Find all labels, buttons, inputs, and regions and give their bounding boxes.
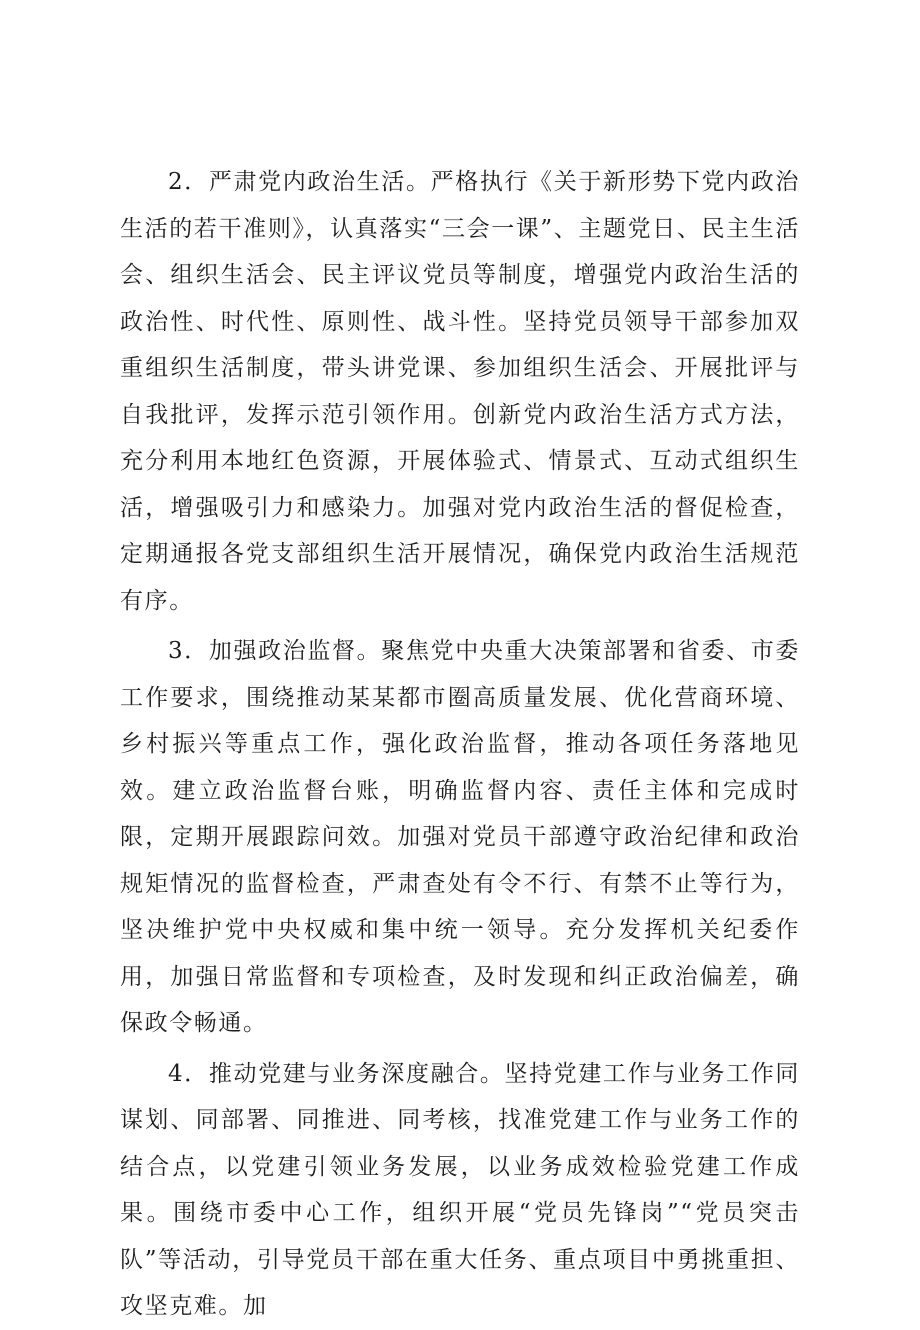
paragraph-political-supervision: 3．加强政治监督。聚焦党中央重大决策部署和省委、市委工作要求，围绕推动某某都市圈高质量发展、优化营商环境、乡村振兴等重点工作，强化政治监督，推动各项任务落地见效。建立政治监督台账，明确监督内容、责任主体和完成时限，定期开展跟踪问效。加强对党员干部遵守政治纪律和政治规矩情况的监督检查，严肃查处有令不行、有禁不止等行为，坚决维护党中央权威和集中统一领导。充分发挥机关纪委作用，加强日常监督和专项检查，及时发现和纠正政治偏差，确保政令畅通。: [120, 638, 800, 1036]
paragraph-strict-party-life: 2．严肃党内政治生活。严格执行《关于新形势下党内政治生活的若干准则》，认真落实“三会一课”、主题党日、民主生活会、组织生活会、民主评议党员等制度，增强党内政治生活的政治性、时代性、原则性、战斗性。坚持党员领导干部参加双重组织生活制度，带头讲党课、参加组织生活会、开展批评与自我批评，发挥示范引领作用。创新党内政治生活方式方法，充分利用本地红色资源，开展体验式、情景式、互动式组织生活，增强吸引力和感染力。加强对党内政治生活的督促检查，定期通报各党支部组织生活开展情况，确保党内政治生活规范有序。: [120, 169, 800, 614]
document-body: [120, 159, 800, 1330]
paragraph-party-business-integration: 4．推动党建与业务深度融合。坚持党建工作与业务工作同谋划、同部署、同推进、同考核，找准党建工作与业务工作的结合点，以党建引领业务发展，以业务成效检验党建工作成果。围绕市委中心工作，组织开展“党员先锋岗”“党员突击队”等活动，引导党员干部在重大任务、重点项目中勇挑重担、攻坚克难。加: [120, 1060, 800, 1319]
